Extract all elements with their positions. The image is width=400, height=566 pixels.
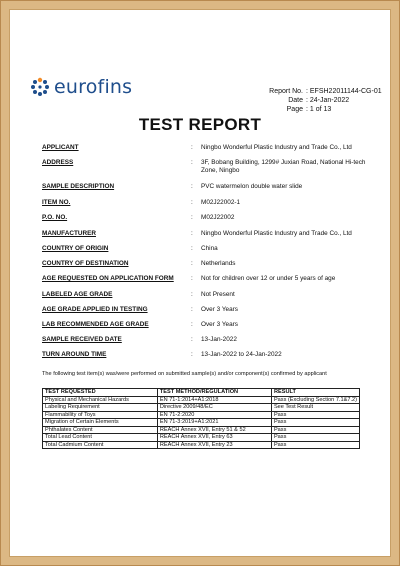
field-value: Not for children over 12 or under 5 years of age bbox=[201, 275, 336, 282]
cell-method: EN 71-3:2019+A1:2021 bbox=[157, 419, 271, 427]
field-colon: : bbox=[191, 159, 193, 166]
report-no-label: Report No. bbox=[269, 88, 303, 95]
cell-result: Pass bbox=[271, 411, 359, 419]
field-colon: : bbox=[191, 336, 193, 343]
report-meta bbox=[269, 87, 382, 114]
field-label: COUNTRY OF DESTINATION bbox=[42, 260, 129, 267]
field-colon: : bbox=[191, 291, 193, 298]
date-value: : 24-Jan-2022 bbox=[306, 97, 350, 104]
field-label: LAB RECOMMENDED AGE GRADE bbox=[42, 321, 149, 328]
field-value: Ningbo Wonderful Plastic Industry and Trade Co., Ltd bbox=[201, 144, 352, 151]
field-value: Ningbo Wonderful Plastic Industry and Trade Co., Ltd bbox=[201, 230, 352, 237]
field-colon: : bbox=[191, 306, 193, 313]
field-label: LABELED AGE GRADE bbox=[42, 291, 113, 298]
cell-result: Pass bbox=[271, 419, 359, 427]
cell-result: Pass (Excluding Section 7.1&7.2) bbox=[271, 396, 359, 404]
field-value: PVC watermelon double water slide bbox=[201, 183, 303, 190]
field-colon: : bbox=[191, 321, 193, 328]
logo-text: eurofins bbox=[54, 76, 133, 98]
cell-test: Phthalates Content bbox=[43, 426, 158, 434]
field-label: AGE REQUESTED ON APPLICATION FORM bbox=[42, 275, 174, 282]
table-row bbox=[43, 426, 360, 434]
table-row bbox=[43, 396, 360, 404]
cell-test: Total Cadmium Content bbox=[43, 441, 158, 449]
field-colon: : bbox=[191, 260, 193, 267]
field-colon: : bbox=[191, 245, 193, 252]
header-test-method: TEST METHOD/REGULATION bbox=[157, 389, 271, 397]
field-value: Netherlands bbox=[201, 260, 236, 267]
field-colon: : bbox=[191, 275, 193, 282]
report-no-value: : EFSH22011144-CG-01 bbox=[306, 88, 382, 95]
cell-test: Migration of Certain Elements bbox=[43, 419, 158, 427]
table-row bbox=[43, 411, 360, 419]
table-header-row bbox=[43, 389, 360, 397]
table-row bbox=[43, 404, 360, 412]
eurofins-dots-icon bbox=[30, 77, 50, 97]
field-label: P.O. NO. bbox=[42, 214, 68, 221]
header-result: RESULT bbox=[271, 389, 359, 397]
cell-test: Labeling Requirement bbox=[43, 404, 158, 412]
cell-result: Pass bbox=[271, 441, 359, 449]
field-label: SAMPLE DESCRIPTION bbox=[42, 183, 115, 190]
field-value: M02J22002-1 bbox=[201, 199, 241, 206]
field-colon: : bbox=[191, 144, 193, 151]
field-value: China bbox=[201, 245, 218, 252]
field-label: MANUFACTURER bbox=[42, 230, 96, 237]
page-value: : 1 of 13 bbox=[306, 106, 332, 113]
results-table bbox=[42, 388, 360, 449]
field-value: Not Present bbox=[201, 291, 235, 298]
cell-method: Directive 2009/48/EC bbox=[157, 404, 271, 412]
cell-method: REACH Annex XVII, Entry 51 & 52 bbox=[157, 426, 271, 434]
field-label: AGE GRADE APPLIED IN TESTING bbox=[42, 306, 148, 313]
cell-result: Pass bbox=[271, 434, 359, 442]
cell-method: REACH Annex XVII, Entry 63 bbox=[157, 434, 271, 442]
field-colon: : bbox=[191, 351, 193, 358]
table-row bbox=[43, 441, 360, 449]
field-colon: : bbox=[191, 230, 193, 237]
field-label: SAMPLE RECEIVED DATE bbox=[42, 336, 122, 343]
field-value: Over 3 Years bbox=[201, 321, 238, 328]
intro-text: The following test item(s) was/were performed on submitted sample(s) and/or component(s) confirmed by applicant bbox=[42, 371, 327, 377]
cell-test: Total Lead Content bbox=[43, 434, 158, 442]
cell-result: Pass bbox=[271, 426, 359, 434]
page-row bbox=[269, 105, 382, 114]
field-colon: : bbox=[191, 214, 193, 221]
field-label: TURN AROUND TIME bbox=[42, 351, 107, 358]
cell-method: REACH Annex XVII, Entry 23 bbox=[157, 441, 271, 449]
page-label: Page bbox=[286, 106, 303, 113]
cell-method: EN 71-1:2014+A1:2018 bbox=[157, 396, 271, 404]
cell-test: Physical and Mechanical Hazards bbox=[43, 396, 158, 404]
field-colon: : bbox=[191, 199, 193, 206]
field-colon: : bbox=[191, 183, 193, 190]
field-label: ITEM NO. bbox=[42, 199, 71, 206]
cell-test: Flammability of Toys bbox=[43, 411, 158, 419]
cell-method: EN 71-2:2020 bbox=[157, 411, 271, 419]
date-label: Date bbox=[288, 97, 303, 104]
header-test-requested: TEST REQUESTED bbox=[43, 389, 158, 397]
date-row bbox=[269, 96, 382, 105]
field-label: COUNTRY OF ORIGIN bbox=[42, 245, 109, 252]
table-row bbox=[43, 419, 360, 427]
field-label: APPLICANT bbox=[42, 144, 79, 151]
report-title: TEST REPORT bbox=[138, 115, 262, 134]
report-no-row bbox=[269, 87, 382, 96]
field-label: ADDRESS bbox=[42, 159, 74, 166]
field-value: 13-Jan-2022 bbox=[201, 336, 237, 343]
field-value: 3F, Bobang Building, 1299# Juxian Road, National Hi-tech Zone, Ningbo bbox=[201, 159, 366, 174]
cell-result: See Test Result bbox=[271, 404, 359, 412]
eurofins-logo bbox=[30, 77, 132, 97]
field-value: M02J22002 bbox=[201, 214, 235, 221]
table-row bbox=[43, 434, 360, 442]
field-value: 13-Jan-2022 to 24-Jan-2022 bbox=[201, 351, 282, 358]
field-value: Over 3 Years bbox=[201, 306, 238, 313]
